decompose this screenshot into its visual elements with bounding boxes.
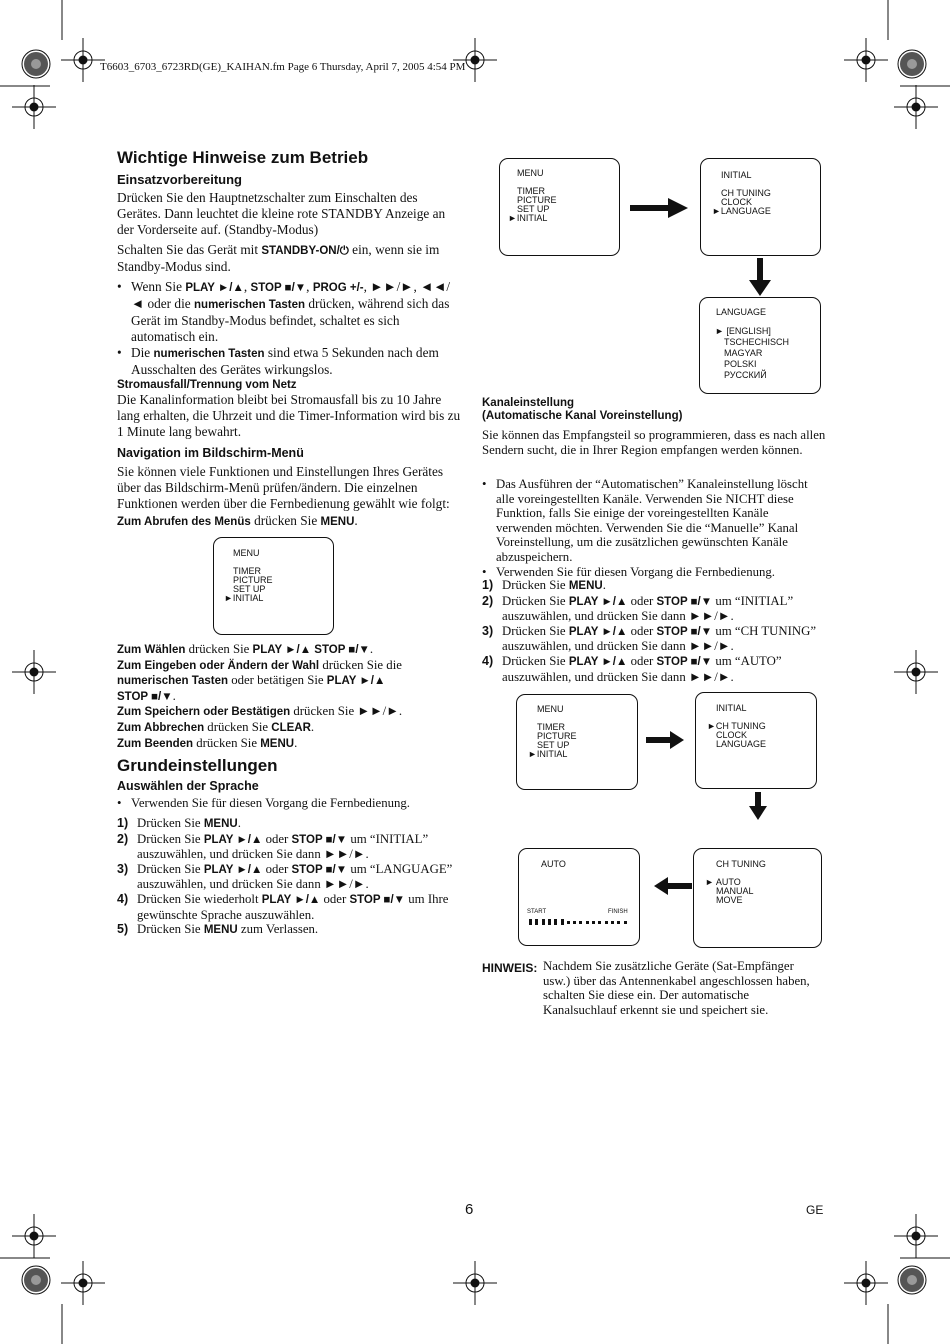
progress-segment	[598, 921, 601, 924]
key-label: STANDBY-ON/⏻	[261, 245, 349, 257]
osd-menu-screen	[516, 694, 638, 790]
list-item: • Das Ausführen der “Automatischen” Kanaleinstellung löscht alle voreingestellten Kanäle. Verwenden Sie NICHT diese Funktion, falls Sie einige der voreingestellten Kanäle verwenden möchten. Verwenden Sie die “Manuelle” Kanal Voreinstellung, um die zusätzlichen gewünschten Kanäle abzuspeichern.	[482, 477, 827, 565]
nav-instructions	[117, 642, 462, 751]
osd-item: CLOCK	[716, 730, 748, 740]
osd-item: РУССКИЙ	[724, 370, 767, 380]
nav-exit: Zum Beenden drücken Sie MENU.	[117, 735, 298, 750]
nav-enter: Zum Eingeben oder Ändern der Wahl drücken Sie die numerischen Tasten oder betätigen Sie PLAY ►/▲ STOP ■/▼.	[117, 657, 402, 703]
osd-item: PICTURE	[537, 731, 577, 741]
progress-start-label: START	[527, 909, 547, 915]
progress-segment	[592, 921, 595, 924]
osd-item: POLSKI	[724, 359, 757, 369]
nav-select: Zum Wählen drücken Sie PLAY ►/▲ STOP ■/▼.	[117, 642, 374, 656]
osd-item: SET UP	[233, 584, 266, 594]
steps-language	[117, 816, 462, 938]
progress-segment	[548, 919, 551, 925]
step: 3) Drücken Sie PLAY ►/▲ oder STOP ■/▼ um “CH TUNING” auszuwählen, und drücken Sie dann ►►/►.	[482, 623, 817, 654]
note-label: HINWEIS:	[482, 961, 538, 975]
arrow-right-icon	[630, 196, 690, 220]
section-title-sprache: Auswählen der Sprache	[117, 779, 259, 793]
section-title-kanal	[482, 397, 682, 423]
title-line: (Automatische Kanal Voreinstellung)	[482, 410, 683, 422]
osd-item: SET UP	[537, 740, 570, 750]
paragraph-standby	[117, 242, 462, 275]
progress-segment	[567, 921, 570, 924]
osd-menu-screen	[213, 537, 334, 635]
progress-segment	[611, 921, 614, 924]
step: 1) Drücken Sie MENU.	[117, 816, 241, 830]
osd-item: TSCHECHISCH	[724, 337, 790, 347]
title-line: Kanaleinstellung	[482, 397, 575, 409]
arrow-left-icon	[652, 876, 692, 896]
note-text: Nachdem Sie zusätzliche Geräte (Sat-Empfänger usw.) über das Antennenkabel angeschlossen haben, schalten Sie diese ein. Der automatische Kanalsuchlauf erkennt sie und speichert sie.	[543, 959, 810, 1017]
osd-title: MENU	[233, 548, 260, 558]
menu-call-instruction: Zum Abrufen des Menüs drücken Sie MENU.	[117, 513, 358, 528]
arrow-down-icon	[748, 792, 768, 822]
osd-menu-screen	[499, 158, 620, 256]
list-item: • Wenn Sie PLAY ►/▲, STOP ■/▼, PROG +/-, ►►/►, ◄◄/◄ oder die numerischen Tasten drücken, während sich das Gerät im Standby-Modus befindet, schaltet es sich automatisch ein.	[117, 279, 462, 345]
step: 5) Drücken Sie MENU zum Verlassen.	[117, 922, 319, 937]
page-number: 6	[465, 1201, 474, 1218]
osd-item: PICTURE	[233, 575, 273, 585]
osd-item: CH TUNING	[721, 188, 771, 198]
progress-segment	[624, 921, 627, 924]
page-title: Wichtige Hinweise zum Betrieb	[117, 148, 369, 167]
paragraph-stromausfall: Die Kanalinformation bleibt bei Stromausfall bis zu 10 Jahre lang erhalten, die Uhrzeit und die Timer-Information wird bis zu 1 Minute lang bewahrt.	[117, 392, 461, 439]
list-item: • Verwenden Sie für diesen Vorgang die Fernbedienung.	[482, 565, 827, 580]
arrow-right-icon	[646, 730, 686, 750]
osd-item: MANUAL	[716, 886, 754, 896]
progress-segment	[579, 921, 582, 924]
osd-item: MAGYAR	[724, 348, 763, 358]
section-title-einsatz: Einsatzvorbereitung	[117, 172, 242, 187]
osd-item-selected: ►INITIAL	[224, 593, 264, 603]
list-item: • Verwenden Sie für diesen Vorgang die Fernbedienung.	[117, 796, 462, 811]
step: 4) Drücken Sie wiederholt PLAY ►/▲ oder STOP ■/▼ um Ihre gewünschte Sprache auszuwählen.	[117, 891, 449, 922]
osd-initial-screen	[700, 158, 821, 256]
paragraph-navigation: Sie können viele Funktionen und Einstellungen Ihres Gerätes über das Bildschirm-Menü prüfen/ändern. Die einzelnen Funktionen werden über die Fernbedienung gewählt wie folgt:	[117, 464, 450, 511]
progress-segment	[605, 921, 608, 924]
progress-segment	[535, 919, 538, 925]
osd-initial-screen	[695, 692, 817, 789]
osd-item: TIMER	[537, 722, 565, 732]
language-code: GE	[806, 1203, 824, 1217]
text: Schalten Sie das Gerät mit	[117, 242, 262, 257]
section-title-grundeinstellungen: Grundeinstellungen	[117, 756, 278, 775]
nav-cancel: Zum Abbrechen drücken Sie CLEAR.	[117, 719, 315, 734]
bullet-list-standby	[117, 279, 462, 378]
text: ein, wenn sie im Standby-Modus sind.	[117, 242, 440, 274]
osd-title: MENU	[537, 704, 564, 714]
progress-segment	[586, 921, 589, 924]
paragraph-einsatz: Drücken Sie den Hauptnetzschalter zum Einschalten des Gerätes. Dann leuchtet die kleine rote STANDBY Anzeige an der Vorderseite auf. (Standby-Modus)	[117, 190, 446, 237]
progress-segment	[554, 919, 557, 925]
osd-title: INITIAL	[716, 703, 747, 713]
osd-item-selected: ► [ENGLISH]	[715, 326, 771, 336]
osd-item: TIMER	[517, 186, 545, 196]
step: 3) Drücken Sie PLAY ►/▲ oder STOP ■/▼ um “LANGUAGE” auszuwählen, und drücken Sie dann ►►/►.	[117, 861, 453, 892]
list-item: • Die numerischen Tasten sind etwa 5 Sekunden nach dem Ausschalten des Gerätes wirkungslos.	[117, 345, 462, 378]
progress-segment	[529, 919, 532, 925]
steps-kanal	[482, 578, 827, 684]
osd-ch-tuning-screen	[693, 848, 822, 948]
step: 1) Drücken Sie MENU.	[482, 578, 606, 592]
osd-title: LANGUAGE	[716, 307, 767, 317]
step: 2) Drücken Sie PLAY ►/▲ oder STOP ■/▼ um “INITIAL” auszuwählen, und drücken Sie dann ►►/►.	[482, 593, 794, 624]
osd-item-selected: ►INITIAL	[528, 749, 568, 759]
osd-item-selected: ►CH TUNING	[707, 721, 766, 731]
progress-finish-label: FINISH	[608, 909, 628, 915]
arrow-down-icon	[748, 258, 772, 298]
section-title-stromausfall: Stromausfall/Trennung vom Netz	[117, 379, 297, 391]
osd-title: CH TUNING	[716, 859, 766, 869]
osd-item-selected: ►LANGUAGE	[712, 206, 771, 216]
osd-language-screen	[699, 297, 821, 394]
progress-segment	[542, 919, 545, 925]
bullet-list-kanal	[482, 477, 827, 579]
file-header: T6603_6703_6723RD(GE)_KAIHAN.fm Page 6 Thursday, April 7, 2005 4:54 PM	[100, 61, 466, 73]
osd-item: MOVE	[716, 895, 743, 905]
bullet-list-sprache	[117, 796, 462, 811]
progress-segment	[617, 921, 620, 924]
osd-title: AUTO	[541, 859, 566, 869]
osd-item-selected: ► AUTO	[705, 877, 741, 887]
step: 4) Drücken Sie PLAY ►/▲ oder STOP ■/▼ um “AUTO” auszuwählen, und drücken Sie dann ►►/►.	[482, 653, 782, 684]
osd-item: PICTURE	[517, 195, 557, 205]
osd-item: TIMER	[233, 566, 261, 576]
step: 2) Drücken Sie PLAY ►/▲ oder STOP ■/▼ um “INITIAL” auszuwählen, und drücken Sie dann ►►/►.	[117, 831, 429, 862]
nav-save: Zum Speichern oder Bestätigen drücken Sie ►►/►.	[117, 704, 403, 719]
progress-segment	[561, 919, 564, 925]
osd-item: LANGUAGE	[716, 739, 767, 749]
osd-item-selected: ►INITIAL	[508, 213, 548, 223]
section-title-navigation: Navigation im Bildschirm-Menü	[117, 446, 304, 460]
osd-item: SET UP	[517, 204, 550, 214]
osd-title: INITIAL	[721, 170, 752, 180]
osd-title: MENU	[517, 168, 544, 178]
paragraph-kanal: Sie können das Empfangsteil so programmieren, dass es nach allen Sendern sucht, die in Ihrer Region empfangen werden können.	[482, 428, 826, 457]
osd-item: CLOCK	[721, 197, 753, 207]
osd-auto-screen	[518, 848, 640, 946]
progress-bar	[529, 919, 629, 925]
progress-segment	[573, 921, 576, 924]
